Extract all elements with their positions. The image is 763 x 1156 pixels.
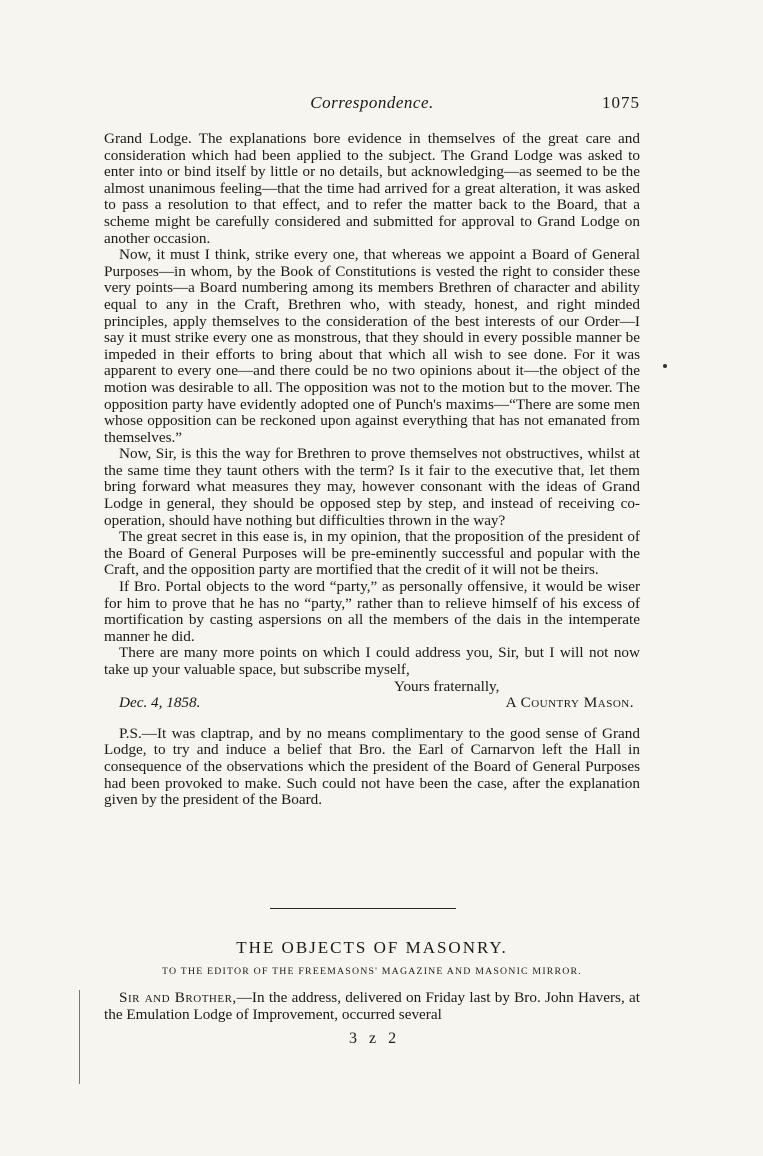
section-divider: [270, 908, 456, 909]
letter-paragraph: Now, it must I think, strike every one, that whereas we appoint a Board of General Purposes—in whom, by the Book of Constitutions is vested the right to consider these very points—a Board numbering among its members Brethren of character and ability equal to any in the Craft, Brethren who, with steady, honest, and right minded principles, apply themselves to the consideration of the best interests of our Order—I say it must strike every one as monstrous, that they should in every possible manner be impeded in their efforts to bring about that which all wish to see done. For it was apparent to every one—and there could be no two opinions about it—the object of the motion was desirable to all. The opposition was not to the motion but to the mover. The opposition party have evidently adopted one of Punch's maxims—“There are some men whose opposition can be reckoned upon against everything that has not emanated from themselves.”: [104, 246, 640, 446]
page-header: [104, 93, 640, 115]
article-body: [104, 990, 640, 1023]
letter-paragraph: The great secret in this ease is, in my opinion, that the proposition of the president of the Board of General Purposes will be pre-eminently successful and popular with the Craft, and the opposition party are mortified that the credit of it will not be theirs.: [104, 528, 640, 579]
letter-paragraph: Grand Lodge. The explanations bore evidence in themselves of the great care and consideration which had been applied to the subject. The Grand Lodge was asked to enter into or bind itself by little or no details, but acknowledging—as seemed to be the almost unanimous feeling—that the time had arrived for a great alteration, it was asked to pass a resolution to that effect, and to refer the matter back to the Board, that a scheme might be carefully considered and submitted for approval to Grand Lodge on another occasion.: [104, 130, 640, 247]
date-signature-line: [104, 695, 640, 712]
article-opening-paragraph: [104, 990, 640, 1023]
page-number: 1075: [602, 93, 640, 112]
article-opening-text: —In the address, delivered on Friday last by Bro. John Havers, at the Emulation Lodge of Improvement, occurred several: [104, 989, 640, 1023]
letter-body: [104, 131, 640, 809]
margin-mark: [663, 364, 667, 368]
letter-signature: A Country Mason.: [505, 694, 634, 712]
letter-paragraph: There are many more points on which I could address you, Sir, but I will not now take up your valuable space, but subscribe myself,: [104, 644, 640, 678]
letter-date: Dec. 4, 1858.: [119, 694, 201, 712]
salutation: Sir and Brother,: [119, 989, 237, 1006]
running-title: Correspondence.: [310, 93, 434, 112]
letter-paragraph: If Bro. Portal objects to the word “party,” as personally offensive, it would be wiser for him to prove that he has no “party,” rather than to relieve himself of his excess of mortification by casting aspersions on all the members of the dais in the intemperate manner he did.: [104, 578, 640, 645]
article-title: THE OBJECTS OF MASONRY.: [236, 938, 508, 957]
letter-paragraph: Now, Sir, is this the way for Brethren to prove themselves not obstructives, whilst at the same time they taunt others with the term? Is it fair to the executive that, let them bring forward what measures they may, however consonant with the ideas of Grand Lodge in general, they should be opposed step by step, and instead of receiving co-operation, should have nothing but difficulties thrown in the way?: [104, 445, 640, 529]
postscript: P.S.—It was claptrap, and by no means complimentary to the good sense of Grand Lodge, to try and induce a belief that Bro. the Earl of Carnarvon left the Hall in consequence of the observations which the president of the Board of General Purposes had been provoked to make. Such could not have been the case, after the explanation given by the president of the Board.: [104, 724, 640, 809]
letter-closing: Yours fraternally,: [394, 677, 500, 695]
article-address-line: TO THE EDITOR OF THE FREEMASONS' MAGAZINE AND MASONIC MIRROR.: [162, 966, 582, 977]
printer-signature-mark: 3 z 2: [349, 1030, 401, 1047]
margin-rule: [79, 990, 80, 1084]
